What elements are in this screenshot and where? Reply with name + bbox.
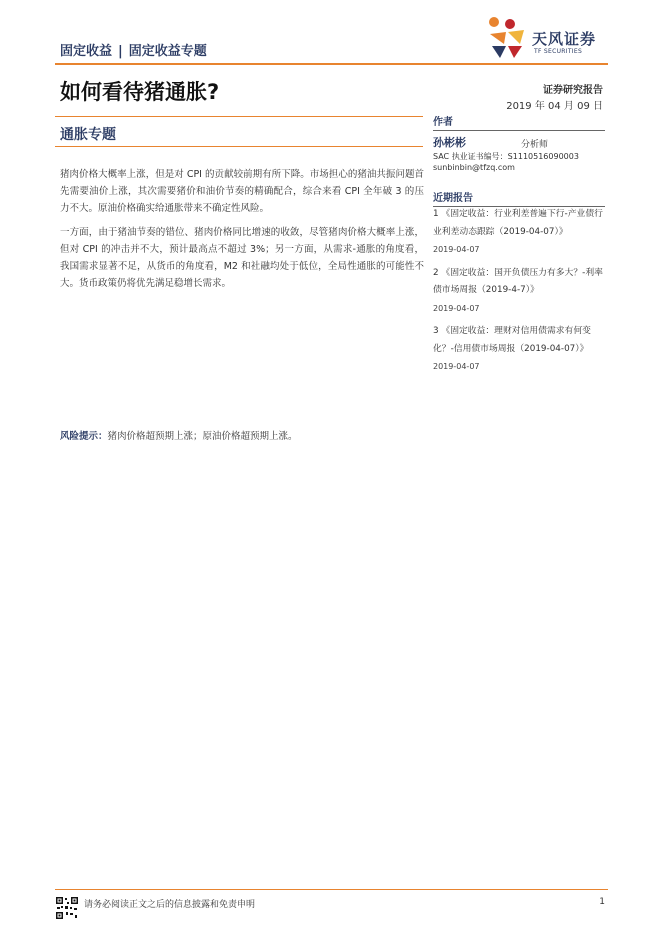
page-number: 1 <box>599 897 605 907</box>
risk-notice <box>60 428 298 442</box>
author-heading: 作者 <box>433 113 605 131</box>
recent-report-title: 1 《固定收益：行业利差普遍下行-产业债行业利差动态跟踪（2019-04-07）》 <box>433 209 603 237</box>
author-email[interactable]: sunbinbin@tfzq.com <box>433 163 515 172</box>
logo-name-en: TF SECURITIES <box>534 48 583 55</box>
author-role: 分析师 <box>521 140 549 150</box>
category-label: 固定收益 <box>60 44 113 59</box>
report-date: 2019 年 04 月 09 日 <box>506 101 603 112</box>
title-divider <box>55 116 423 117</box>
header-divider <box>55 63 608 65</box>
logo-name-cn: 天风证券 <box>532 30 597 48</box>
category-separator: | <box>118 44 123 59</box>
recent-report-date: 2019-04-07 <box>433 362 480 371</box>
recent-reports-heading: 近期报告 <box>433 189 605 207</box>
recent-report-item[interactable] <box>433 323 605 376</box>
footer-disclaimer: 请务必阅读正文之后的信息披露和免责申明 <box>84 900 256 910</box>
company-logo <box>486 14 610 60</box>
subtitle-divider <box>55 146 423 147</box>
recent-report-date: 2019-04-07 <box>433 245 480 254</box>
author-name: 孙彬彬 <box>433 136 466 149</box>
author-sac-number: SAC 执业证书编号：S1110516090003 <box>433 152 579 161</box>
subcategory-label: 固定收益专题 <box>128 44 207 59</box>
header-category <box>60 40 207 59</box>
report-type: 证券研究报告 <box>543 85 603 96</box>
report-subtitle: 通胀专题 <box>60 127 116 143</box>
recent-report-item[interactable] <box>433 206 605 259</box>
recent-report-item[interactable] <box>433 265 605 318</box>
body-paragraph: 一方面，由于猪油节奏的错位、猪肉价格同比增速的收敛，尽管猪肉价格大概率上涨，但对 CPI 的冲击并不大，预计最高点不超过 3%；另一方面，从需求-通胀的角度看，我国需求显著不足，从货币的角度看，M2 和社融均处于低位，全局性通胀的可能性不大。货币政策仍将优先满足稳增长需求。 <box>60 227 424 289</box>
logo-mark-icon <box>486 14 530 60</box>
body-paragraph: 猪肉价格大概率上涨，但是对 CPI 的贡献较前期有所下降。市场担心的猪油共振问题首先需要油价上涨，其次需要猪价和油价节奏的精确配合，综合来看 CPI 全年破 3 的压力不大。原油价格确实给通胀带来不确定性风险。 <box>60 169 424 214</box>
recent-report-title: 2 《固定收益：国开负债压力有多大？-利率债市场周报（2019-4-7）》 <box>433 267 603 295</box>
qr-code-icon <box>55 896 79 920</box>
recent-report-date: 2019-04-07 <box>433 303 480 313</box>
page-title: 如何看待猪通胀? <box>60 80 220 104</box>
footer-divider <box>55 889 608 890</box>
recent-reports-list <box>433 206 605 382</box>
risk-label: 风险提示： <box>60 431 108 442</box>
recent-report-title: 3 《固定收益：理财对信用债需求有何变化？-信用债市场周报（2019-04-07）》 <box>433 326 591 354</box>
risk-text: 猪肉价格超预期上涨；原油价格超预期上涨。 <box>107 431 298 442</box>
